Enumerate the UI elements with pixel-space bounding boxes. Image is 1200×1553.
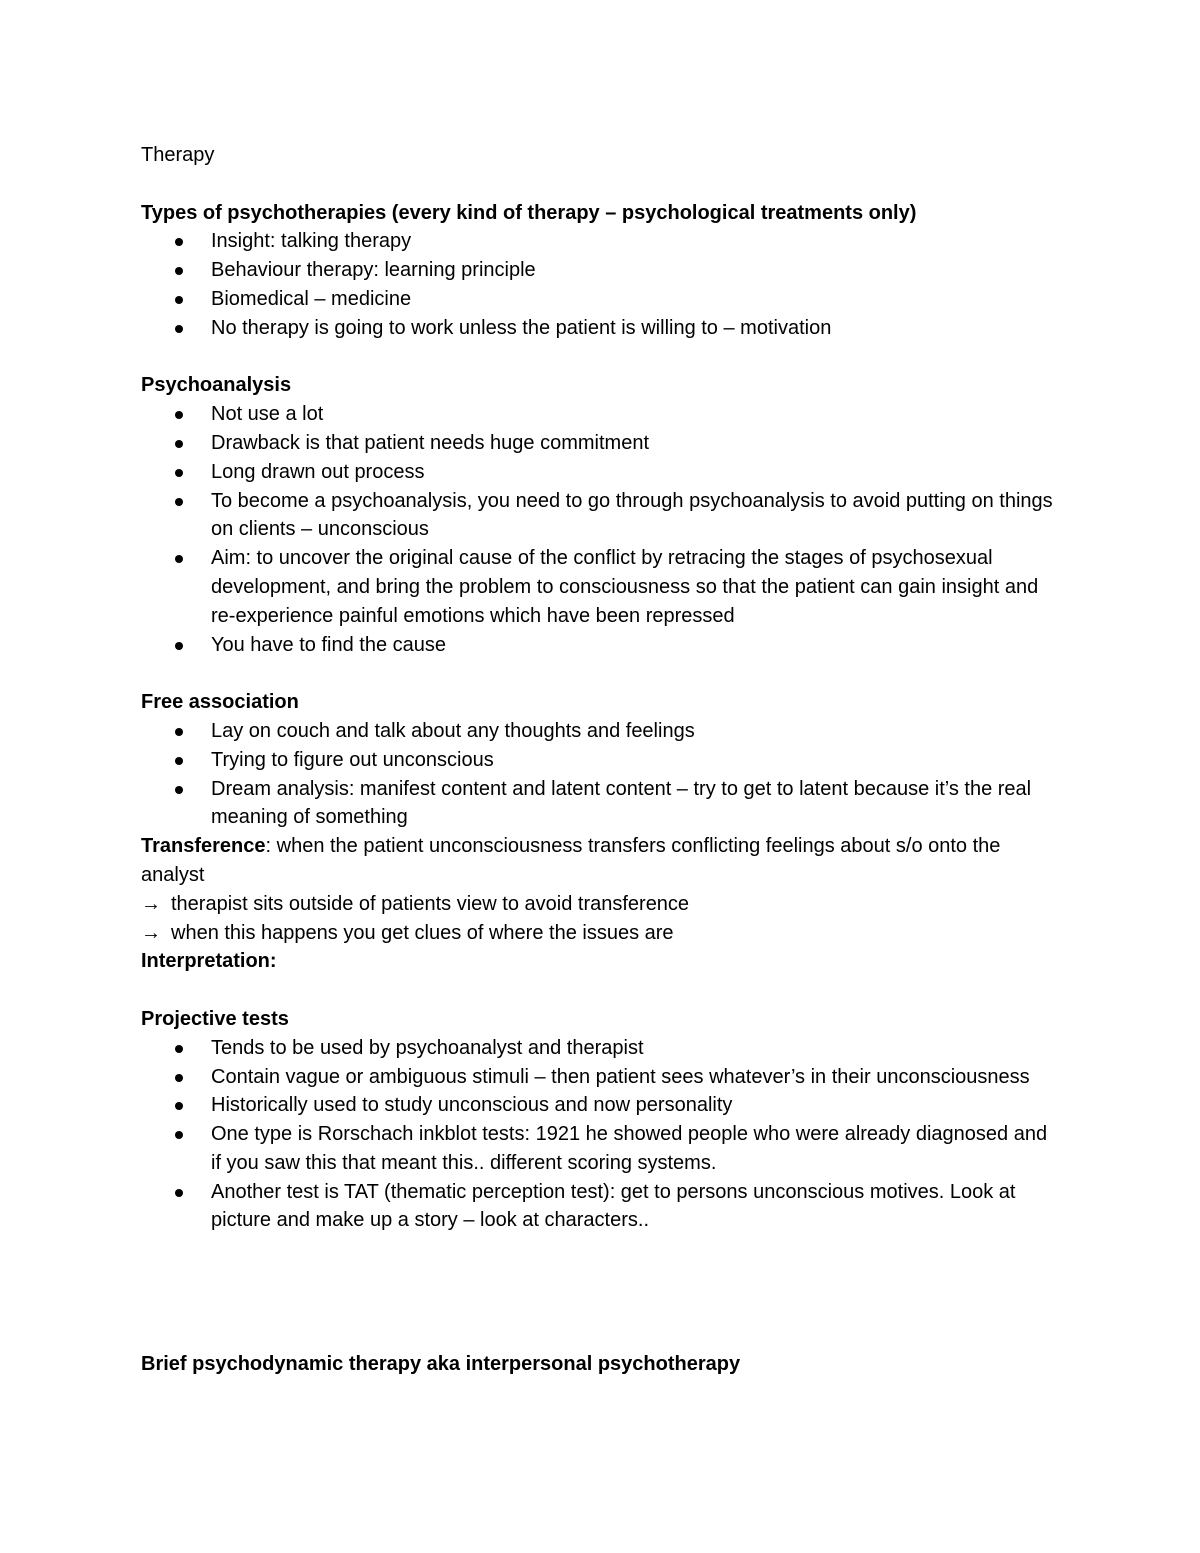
arrow-right-icon: → xyxy=(141,921,161,944)
bullet-icon xyxy=(175,1074,183,1082)
list-item: Dream analysis: manifest content and latent content – try to get to latent because it’s the real meaning of something xyxy=(141,775,1061,833)
bullet-icon xyxy=(175,325,183,333)
spacer xyxy=(141,659,1061,688)
list-item: No therapy is going to work unless the patient is willing to – motivation xyxy=(141,314,1061,343)
list-item: Contain vague or ambiguous stimuli – then patient sees whatever’s in their unconsciousness xyxy=(141,1063,1061,1092)
types-bullet-list xyxy=(141,227,1061,342)
bullet-icon xyxy=(175,1131,183,1139)
psychoanalysis-bullet-list xyxy=(141,400,1061,659)
bullet-icon xyxy=(175,786,183,794)
list-item: Trying to figure out unconscious xyxy=(141,746,1061,775)
bullet-icon xyxy=(175,1189,183,1197)
section-heading-projective-tests: Projective tests xyxy=(141,1007,289,1030)
spacer xyxy=(141,343,1061,372)
list-item: Another test is TAT (thematic perception test): get to persons unconscious motives. Look at picture and make up a story – look at characters.. xyxy=(141,1178,1061,1236)
section-heading-types: Types of psychotherapies (every kind of therapy – psychological treatments only) xyxy=(141,201,917,224)
list-item: You have to find the cause xyxy=(141,631,1061,660)
bullet-icon xyxy=(175,267,183,275)
list-item: Aim: to uncover the original cause of the conflict by retracing the stages of psychosexual development, and bring the problem to consciousness so that the patient can gain insight and re-experience painful emotions which have been repressed xyxy=(141,544,1061,630)
arrow-right-icon: → xyxy=(141,892,161,915)
transference-label: Transference xyxy=(141,835,266,858)
bullet-icon xyxy=(175,1045,183,1053)
arrow-line: → therapist sits outside of patients view to avoid transference xyxy=(141,890,1061,919)
bullet-icon xyxy=(175,728,183,736)
bullet-icon xyxy=(175,296,183,304)
transference-text: : when the patient unconsciousness transfers conflicting feelings about s/o onto the analyst xyxy=(141,835,1001,886)
interpretation-label: Interpretation: xyxy=(141,950,277,973)
bullet-icon xyxy=(175,1102,183,1110)
list-item: Biomedical – medicine xyxy=(141,285,1061,314)
list-item: Behaviour therapy: learning principle xyxy=(141,256,1061,285)
list-item: Insight: talking therapy xyxy=(141,227,1061,256)
list-item: Not use a lot xyxy=(141,400,1061,429)
list-item: Long drawn out process xyxy=(141,458,1061,487)
list-item: To become a psychoanalysis, you need to go through psychoanalysis to avoid putting on things on clients – unconscious xyxy=(141,487,1061,545)
bullet-icon xyxy=(175,411,183,419)
document-page xyxy=(141,141,1061,1379)
bullet-icon xyxy=(175,555,183,563)
section-heading-psychoanalysis: Psychoanalysis xyxy=(141,374,292,397)
list-item: Historically used to study unconscious and now personality xyxy=(141,1091,1061,1120)
section-heading-brief-psychodynamic: Brief psychodynamic therapy aka interpersonal psychotherapy xyxy=(141,1353,741,1376)
spacer xyxy=(141,976,1061,1005)
bullet-icon xyxy=(175,498,183,506)
transference-paragraph xyxy=(141,832,1061,890)
document-title: Therapy xyxy=(141,144,215,166)
spacer xyxy=(141,1235,1061,1350)
section-heading-free-association: Free association xyxy=(141,691,299,714)
list-item: Tends to be used by psychoanalyst and therapist xyxy=(141,1034,1061,1063)
bullet-icon xyxy=(175,238,183,246)
free-association-bullet-list xyxy=(141,717,1061,832)
list-item: Drawback is that patient needs huge commitment xyxy=(141,429,1061,458)
bullet-icon xyxy=(175,757,183,765)
bullet-icon xyxy=(175,469,183,477)
list-item: One type is Rorschach inkblot tests: 1921 he showed people who were already diagnosed and if you saw this that meant this.. different scoring systems. xyxy=(141,1120,1061,1178)
bullet-icon xyxy=(175,440,183,448)
projective-tests-bullet-list xyxy=(141,1034,1061,1236)
list-item: Lay on couch and talk about any thoughts and feelings xyxy=(141,717,1061,746)
bullet-icon xyxy=(175,642,183,650)
arrow-line: → when this happens you get clues of where the issues are xyxy=(141,919,1061,948)
